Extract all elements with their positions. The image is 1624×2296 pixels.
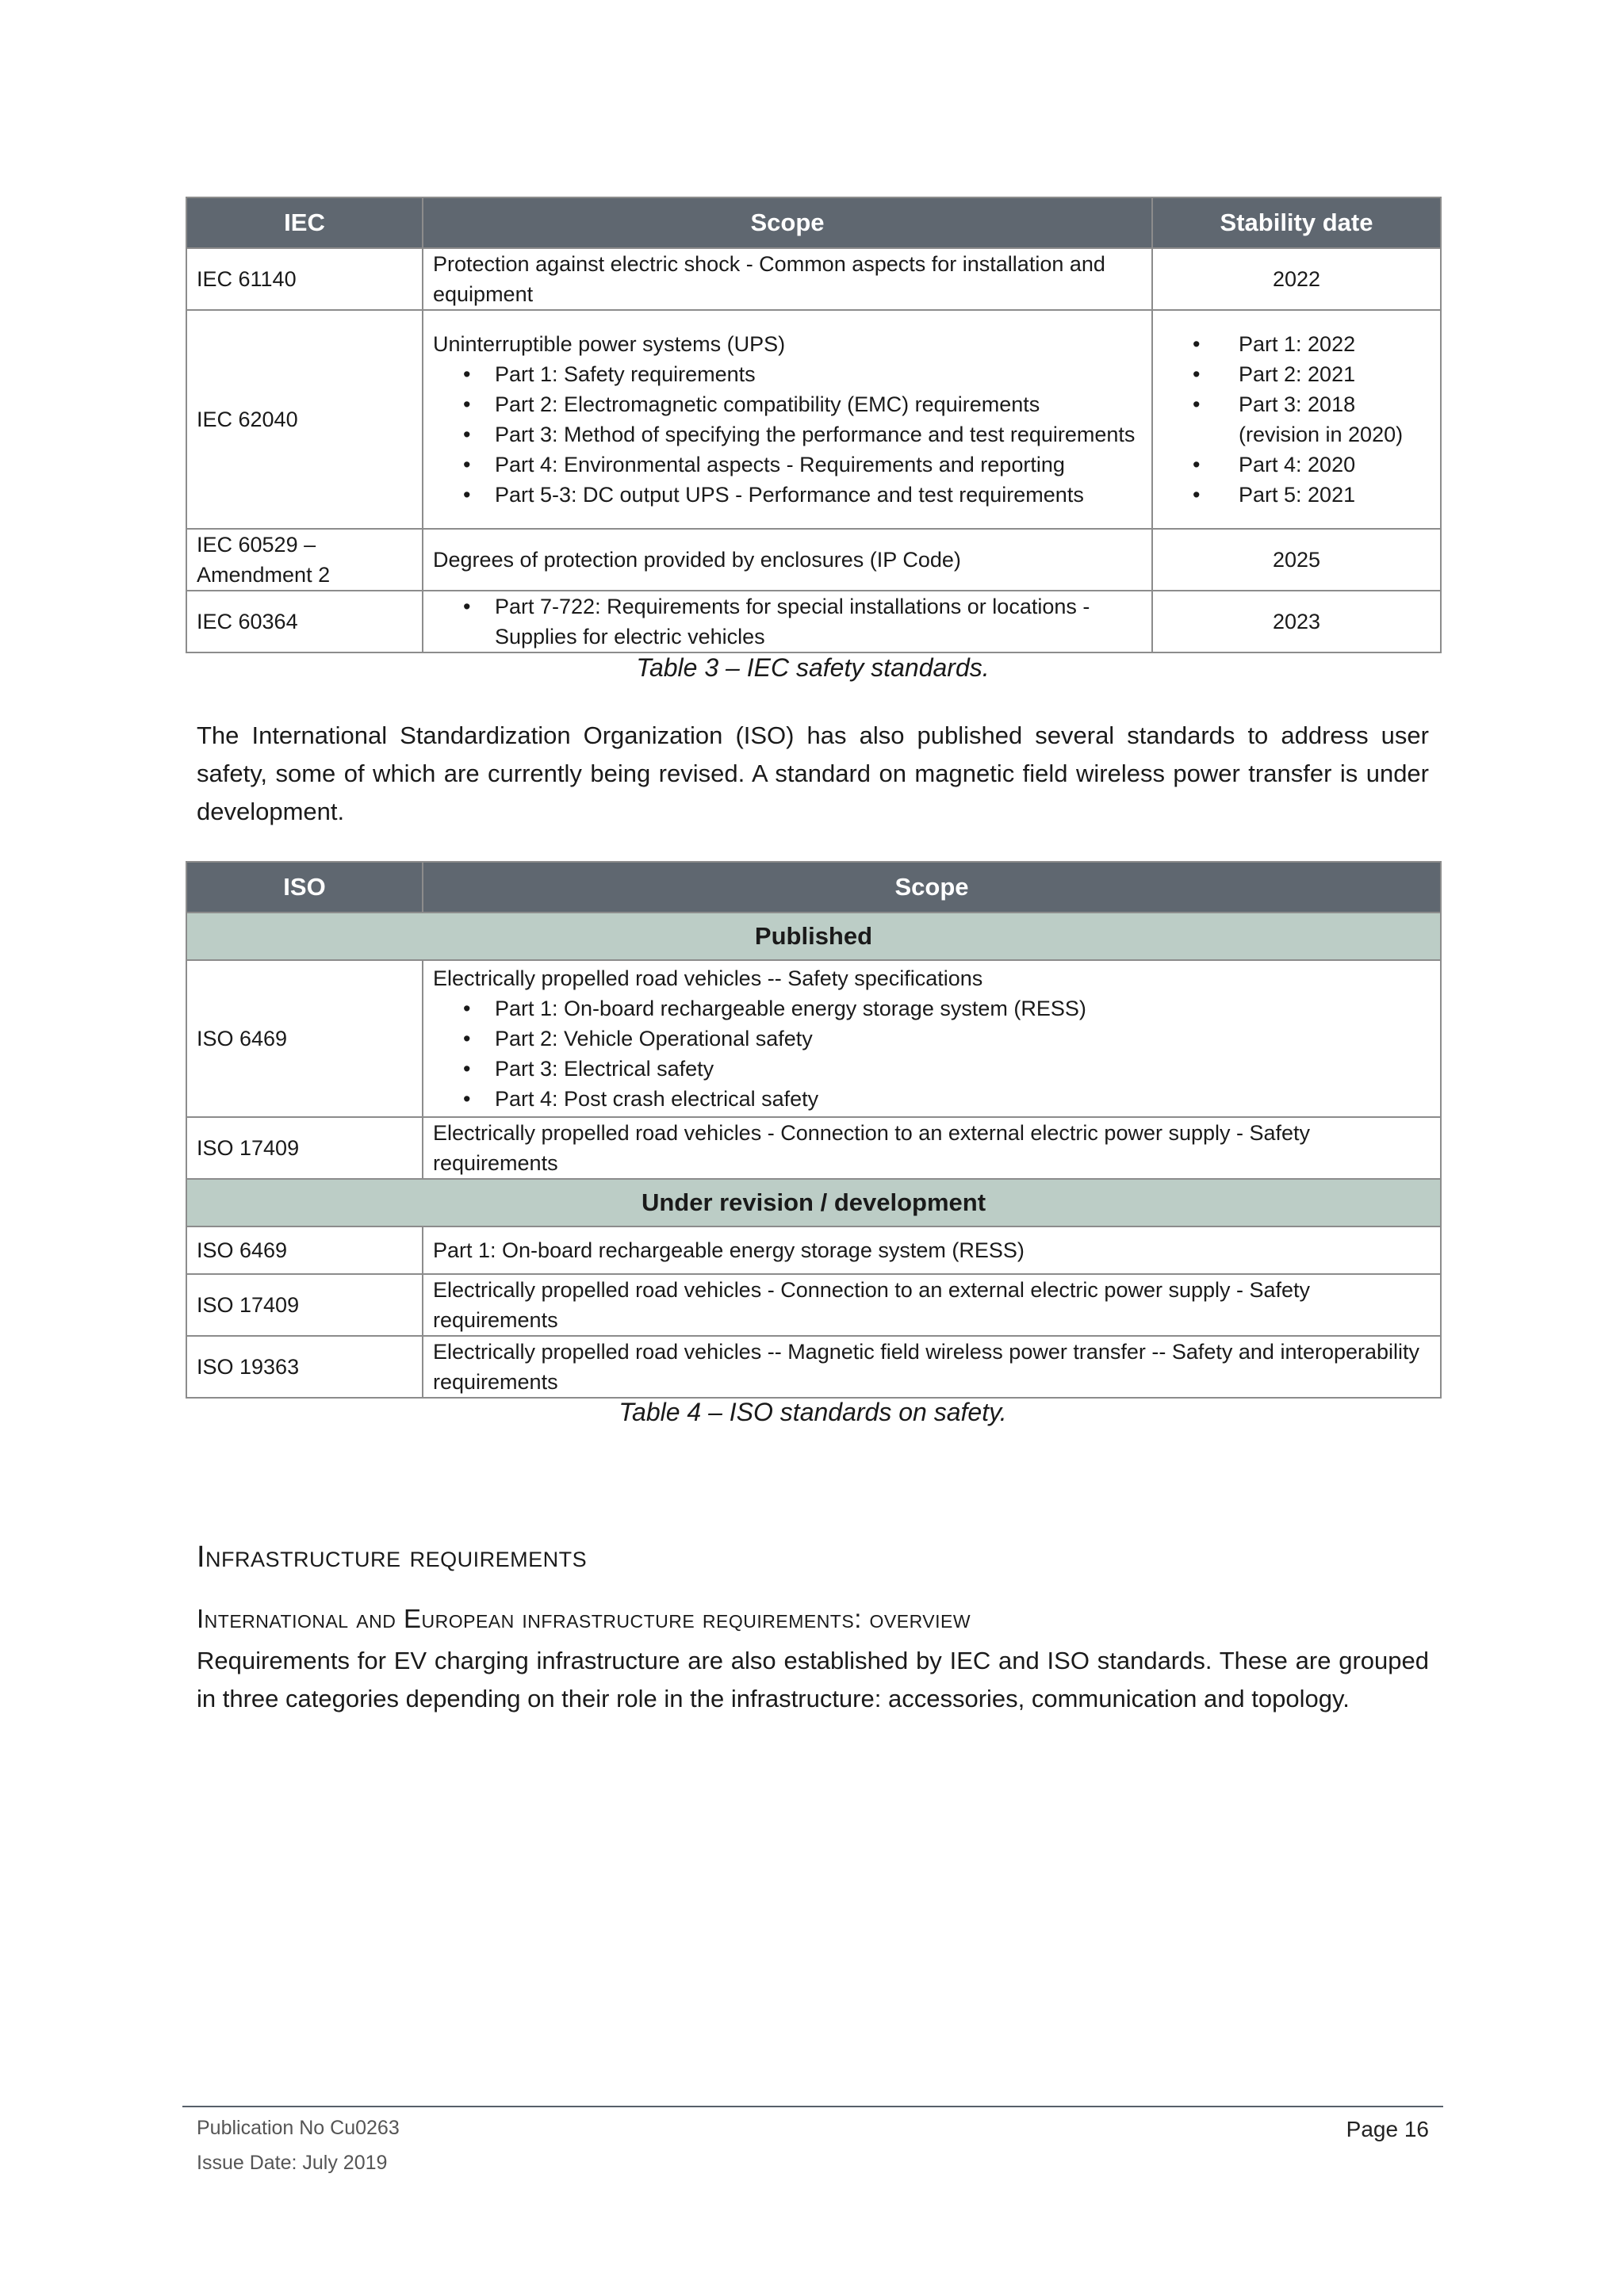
table-caption: Table 3 – IEC safety standards. bbox=[636, 653, 990, 682]
table-row bbox=[186, 529, 1441, 591]
scope-cell: Electrically propelled road vehicles -- Magnetic field wireless power transfer -- Safety and interoperability requirements bbox=[423, 1336, 1441, 1398]
standard-id: IEC 62040 bbox=[186, 310, 423, 529]
table-row bbox=[186, 1226, 1441, 1274]
section-label: Under revision / development bbox=[186, 1179, 1441, 1226]
stability-date bbox=[1152, 310, 1441, 529]
list-item: • Part 5: 2021 bbox=[1239, 480, 1431, 510]
date-list bbox=[1162, 329, 1431, 510]
stability-date: 2023 bbox=[1152, 591, 1441, 652]
table-row bbox=[186, 960, 1441, 1117]
column-header: IEC bbox=[186, 197, 423, 248]
standard-id: ISO 17409 bbox=[186, 1274, 423, 1336]
scope-cell: Electrically propelled road vehicles - Connection to an external electric power supply - Safety requirements bbox=[423, 1274, 1441, 1336]
list-item: • Part 4: Post crash electrical safety bbox=[495, 1084, 1431, 1114]
stability-date: 2022 bbox=[1152, 248, 1441, 310]
scope-list bbox=[433, 359, 1142, 510]
list-item: • Part 2: 2021 bbox=[1239, 359, 1431, 389]
section-heading: Infrastructure requirements bbox=[197, 1540, 588, 1574]
page-number: Page 16 bbox=[1346, 2117, 1429, 2141]
scope-cell: Degrees of protection provided by enclosures (IP Code) bbox=[423, 529, 1152, 591]
scope-list bbox=[433, 591, 1142, 652]
body-paragraph: The International Standardization Organization (ISO) has also published several standards to address user safety, some of which are currently being revised. A standard on magnetic field wireless power transfer is under development. bbox=[197, 721, 1429, 825]
section-label: Published bbox=[186, 913, 1441, 960]
publication-number: Publication No Cu0263 bbox=[197, 2117, 400, 2139]
list-item: • Part 5-3: DC output UPS - Performance and test requirements bbox=[495, 480, 1142, 510]
column-header: Scope bbox=[423, 197, 1152, 248]
scope-cell bbox=[423, 591, 1152, 652]
scope-list bbox=[433, 993, 1431, 1114]
list-item: • Part 1: 2022 bbox=[1239, 329, 1431, 359]
list-item: • Part 2: Electromagnetic compatibility (EMC) requirements bbox=[495, 389, 1142, 419]
standard-id: IEC 60364 bbox=[186, 591, 423, 652]
iec-standards-table bbox=[186, 197, 1442, 653]
column-header: Scope bbox=[423, 862, 1441, 913]
table-row bbox=[186, 1117, 1441, 1179]
body-paragraph: Requirements for EV charging infrastructure are also established by IEC and ISO standards. These are grouped in three categories depending on their role in the infrastructure: accessories, communication and topology. bbox=[197, 1647, 1429, 1712]
scope-cell: Electrically propelled road vehicles - Connection to an external electric power supply - Safety requirements bbox=[423, 1117, 1441, 1179]
table-header-row bbox=[186, 197, 1441, 248]
standard-id: IEC 61140 bbox=[186, 248, 423, 310]
standard-id: IEC 60529 – Amendment 2 bbox=[186, 529, 423, 591]
scope-title: Uninterruptible power systems (UPS) bbox=[433, 332, 786, 356]
table-caption: Table 4 – ISO standards on safety. bbox=[619, 1398, 1007, 1426]
list-item: • Part 1: Safety requirements bbox=[495, 359, 1142, 389]
table-row bbox=[186, 248, 1441, 310]
section-row bbox=[186, 913, 1441, 960]
table-row bbox=[186, 310, 1441, 529]
column-header: ISO bbox=[186, 862, 423, 913]
list-item: • Part 3: 2018 (revision in 2020) bbox=[1239, 389, 1431, 450]
standard-id: ISO 17409 bbox=[186, 1117, 423, 1179]
scope-cell bbox=[423, 310, 1152, 529]
table-header-row bbox=[186, 862, 1441, 913]
scope-title: Electrically propelled road vehicles -- Safety specifications bbox=[433, 966, 983, 990]
table-row bbox=[186, 1274, 1441, 1336]
list-item: • Part 1: On-board rechargeable energy storage system (RESS) bbox=[495, 993, 1431, 1024]
list-item: • Part 7-722: Requirements for special installations or locations - Supplies for electric vehicles bbox=[495, 591, 1142, 652]
table-row bbox=[186, 591, 1441, 652]
scope-cell bbox=[423, 960, 1441, 1117]
iso-standards-table bbox=[186, 861, 1442, 1399]
list-item: • Part 4: Environmental aspects - Requirements and reporting bbox=[495, 450, 1142, 480]
issue-date: Issue Date: July 2019 bbox=[197, 2152, 388, 2174]
footer-divider bbox=[182, 2106, 1443, 2107]
section-row bbox=[186, 1179, 1441, 1226]
scope-cell: Protection against electric shock - Common aspects for installation and equipment bbox=[423, 248, 1152, 310]
table-row bbox=[186, 1336, 1441, 1398]
subsection-heading: International and European infrastructure requirements: overview bbox=[197, 1604, 971, 1633]
list-item: • Part 3: Method of specifying the performance and test requirements bbox=[495, 419, 1142, 450]
scope-cell: Part 1: On-board rechargeable energy storage system (RESS) bbox=[423, 1226, 1441, 1274]
list-item: • Part 4: 2020 bbox=[1239, 450, 1431, 480]
standard-id: ISO 19363 bbox=[186, 1336, 423, 1398]
stability-date: 2025 bbox=[1152, 529, 1441, 591]
column-header: Stability date bbox=[1152, 197, 1441, 248]
list-item: • Part 2: Vehicle Operational safety bbox=[495, 1024, 1431, 1054]
list-item: • Part 3: Electrical safety bbox=[495, 1054, 1431, 1084]
standard-id: ISO 6469 bbox=[186, 1226, 423, 1274]
standard-id: ISO 6469 bbox=[186, 960, 423, 1117]
